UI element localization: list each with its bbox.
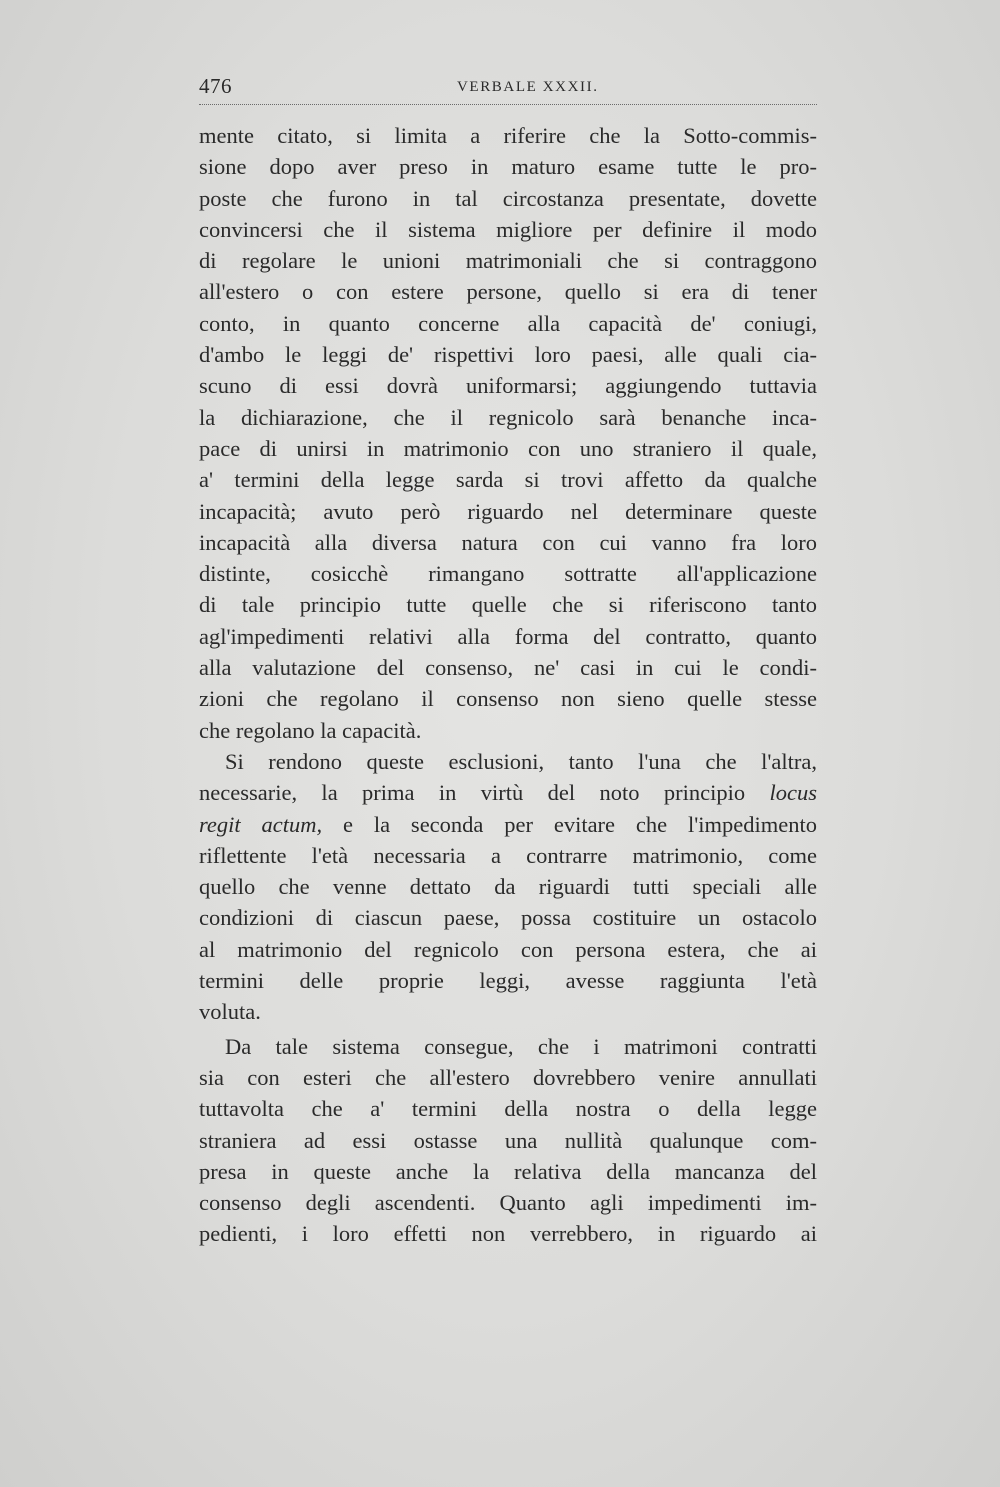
text-line: Si rendono queste esclusioni, tanto l'una che l'altra, (225, 748, 817, 774)
text-segment: e la seconda per evitare che l'impedimento (343, 811, 818, 837)
text-line: che regolano la capacità. (199, 717, 422, 743)
italic-phrase: locus (769, 780, 817, 806)
text-line: condizioni di ciascun paese, possa costituire un ostacolo (199, 905, 817, 931)
text-line: all'estero o con estere persone, quello si era di tener (199, 279, 817, 305)
text-line: di regolare le unioni matrimoniali che si contraggono (199, 248, 817, 274)
text-line: pedienti, i loro effetti non verrebbero, in riguardo ai (199, 1221, 817, 1247)
text-line: conto, in quanto concerne alla capacità de' coniugi, (199, 310, 817, 336)
text-line: di tale principio tutte quelle che si riferiscono tanto (199, 592, 817, 618)
text-line: termini delle proprie leggi, avesse raggiunta l'età (199, 968, 817, 994)
text-line: straniera ad essi ostasse una nullità qualunque com- (199, 1127, 817, 1153)
text-line: alla valutazione del consenso, ne' casi in cui le condi- (199, 655, 817, 681)
text-line: consenso degli ascendenti. Quanto agli impedimenti im- (199, 1190, 817, 1216)
text-line: pace di unirsi in matrimonio con uno straniero il quale, (199, 435, 817, 461)
text-line: convincersi che il sistema migliore per definire il modo (199, 216, 817, 242)
text-line: presa in queste anche la relativa della mancanza del (199, 1158, 817, 1184)
text-line: scuno di essi dovrà uniformarsi; aggiungendo tuttavia (199, 373, 817, 399)
text-line: sia con esteri che all'estero dovrebbero venire annullati (199, 1064, 817, 1090)
page-number: 476 (199, 74, 232, 98)
text-line: tuttavolta che a' termini della nostra o della legge (199, 1096, 817, 1122)
text-line: mente citato, si limita a riferire che la Sotto-commis- (199, 123, 817, 148)
text-line: agl'impedimenti relativi alla forma del contratto, quanto (199, 623, 817, 649)
text-line: riflettente l'età necessaria a contrarre matrimonio, come (199, 842, 817, 868)
text-line: distinte, cosicchè rimangano sottratte all'applicazione (199, 561, 817, 587)
header-rule (199, 104, 817, 105)
text-line-with-italic (199, 777, 817, 808)
text-line: sione dopo aver preso in maturo esame tutte le pro- (199, 154, 817, 180)
paragraph-2 (199, 746, 817, 1028)
section-title: VERBALE XXXII. (457, 79, 599, 95)
text-line: poste che furono in tal circostanza presentate, dovette (199, 185, 817, 211)
text-line: a' termini della legge sarda si trovi affetto da qualche (199, 467, 817, 493)
text-line: quello che venne dettato da riguardi tutti speciali alle (199, 874, 817, 900)
text-line: la dichiarazione, che il regnicolo sarà benanche inca- (199, 404, 817, 430)
text-line: incapacità; avuto però riguardo nel determinare queste (199, 498, 817, 524)
body-text (199, 120, 817, 1250)
text-line: d'ambo le leggi de' rispettivi loro paesi, alle quali cia- (199, 342, 817, 368)
text-segment: necessarie, la prima in virtù del noto principio (199, 780, 746, 806)
text-line: incapacità alla diversa natura con cui vanno fra loro (199, 529, 817, 555)
running-head (199, 74, 817, 104)
paragraph-3 (199, 1031, 817, 1250)
text-line: al matrimonio del regnicolo con persona estera, che ai (199, 936, 817, 962)
text-line-with-italic (199, 809, 817, 840)
text-line: Da tale sistema consegue, che i matrimoni contratti (225, 1033, 817, 1059)
text-line: zioni che regolano il consenso non sieno quelle stesse (199, 686, 817, 712)
italic-phrase: regit actum, (199, 811, 323, 837)
text-line: voluta. (199, 999, 261, 1025)
paragraph-1 (199, 120, 817, 746)
